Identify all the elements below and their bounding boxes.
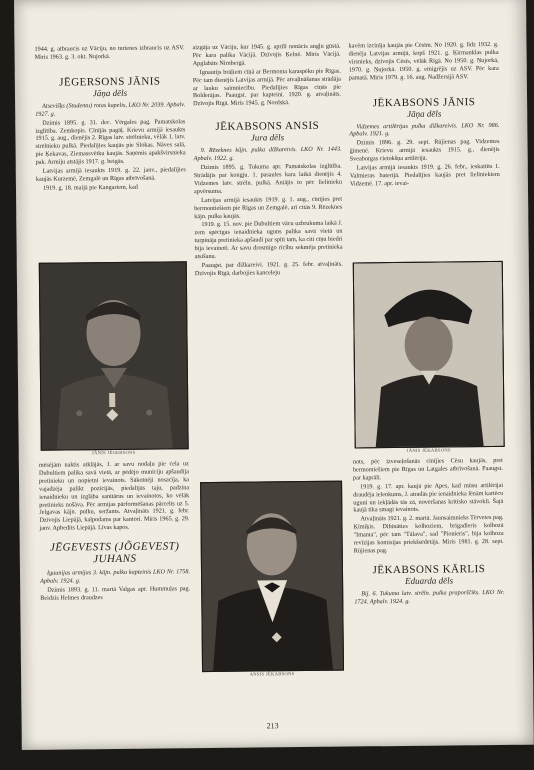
portrait-photo-jekabsons-janis bbox=[353, 261, 505, 449]
entry-name: JĒKABSONS JĀNIS bbox=[372, 95, 476, 109]
column-left bbox=[34, 44, 186, 193]
portrait-photo-jekabsons-ansis bbox=[200, 481, 344, 672]
entry-paragraph: Dzimis 1895. g. Tukuma apr. Pamatskolas izglītība. Strādājis par kongju. 1. pasaules kara laikā dienējis 4. Vidzemes latv. strēln. pulkā. Aniājis to pēc lielinieku apvērsuma. bbox=[193, 162, 342, 195]
entry-parent: Jura dēls bbox=[250, 132, 285, 143]
entry-award: Vidzemes artilērijas pulka dižkareivis. LKO Nr. 986. Apbalv. 1921. g. bbox=[349, 121, 500, 138]
entry-paragraph: Dzimis 1896. g. 29. sept. Rūjienas pag. Vidzemes ģimenē. Krievu armijā iesaukts 1915. g., dienējis Sveaborgas cietokšņa artilērijā. bbox=[349, 138, 500, 163]
entry-paragraph: Latvijas armijā iesaukts 1919. g. 26. febr., ieskaitīts 1. Valmieras baterijā. Piedalījies kaujās pret lieliniekiem Vidzemē. 17. apr. ievai- bbox=[349, 162, 500, 188]
entry-paragraph: 1919. g. 17. apr. kaujā pie Apes, kad mūsu artilērijai draudēja ielenkums, J. atradās pie ienaidnieka lēnām kartēcu uguni un iekļādās tās zā, novēršanas kritisko stāvokli. Šajā kaujā tika smagi ievainots. bbox=[353, 481, 504, 514]
column-right-continued bbox=[353, 457, 505, 607]
entry-parent: Jāņa dēls bbox=[407, 108, 442, 119]
portrait-photo-jegersons bbox=[39, 261, 189, 451]
entry-paragraph: Latvijas armijā iesaukts 1919. g. 1. aug., cīnījies pret bermontiešiem pie Rīgas un Zemgalē, arī citās 9. Rēzeknes kājn. pulka kaujās. bbox=[194, 195, 343, 220]
photo-caption: JĀNIS JĒGERSONS bbox=[91, 449, 136, 456]
entry-continuation: nots, pēc izveseļošanās cīnījies Cēsu kaujās, pret bermontiešiem pie Rīgas un Latgales atbrīvošanā. Paaugst. par kaprāli. bbox=[352, 456, 503, 482]
entry-paragraph: 1919. g. 15. nov. pie Dubultiem vācu uzbrukuma laikā J. zem spēcīgas ienaidnieka uguns palika savā vietā un turpināja pretinieka apšaudi par spīti tam, ka citi cīņu biedri bija ievainoti. Ar savu drosmīgo rīcību sekmēja pretinieka atsišanu. bbox=[194, 219, 343, 261]
entry-name: JĒKABSONS KĀRLIS bbox=[372, 562, 486, 577]
entry-name: JĒKABSONS ANSIS bbox=[215, 120, 320, 134]
photo-caption: JĀNIS JĒKABSONS bbox=[406, 447, 451, 453]
entry-paragraph: Paaugst. par dižkareivi. 1921. g. 25. febr. atvaļināts. Dzīvojis Rīgā, darbojies kanceleju bbox=[194, 260, 343, 277]
photo-caption: ANSIS JĒKABSONS bbox=[249, 671, 295, 677]
entry-paragraph: Atvaļināts 1921. g. 2. martā. Jaunsaimnieks Tērvetes pag. Ķīmiķis. Dibināties kolhoziem, brigadieris kolhozā "Imanta", pēc tam "Tālava", sad "Pionieris", bija kolhoza revīzijas komisijas priekšsēdētājs. Miris 1981. g. 28. sept. Rūjienas pag. bbox=[353, 514, 504, 555]
top-paragraph: Ignautijs brāļiem cīņā ar Bermonta karaspēku pie Rīgas. Pēc tam dienējis Latvijas armijā. Pēc atvaļināšanas strādāja ar lauku saimniecību. Piedalījies Rīgas cīņās pie Bolderājas. Paaugst. par kapteini. 1920. g. atvaļināts. Dzīvojis Rīgā. Miris 1945. g. Nordskā. bbox=[192, 67, 342, 108]
entry-name: JĒGEVESTS (JÕGEVEST) bbox=[49, 540, 180, 554]
entry-award: Bij. 6. Tukuma latv. strēln. pulka praporščiks. LKO Nr. 1724. Apbalv. 1924. g. bbox=[354, 588, 505, 606]
column-right bbox=[348, 41, 500, 189]
document-page bbox=[14, 0, 534, 750]
entry-paragraph: Dzimis 1895. g. 31. dec. Vērgales pag. Pamatskolas izglītība. Zemkopis. Cīnījās pagāļ. Krievu armijā iesaukts 1915. g. aug., dienējis 2. Rīgas latv. strēlnieku, vēlāk 1. latv. strēlnieku pulkā. Piedalījies kaujās pie Slokas. Nāves salā, pie Ķekavas, Ziemassvētku kaujās. Saņēmis apakšvirsnieka pak. Armiju atstājis 1917. g. beigās. bbox=[35, 117, 186, 166]
top-fragment: aizgāja uz Vāciju, kur 1945. g. aprīlī nonācis angļu gūstā. Pēc kara palika Vācijā. Dzīvojis Ķelnē. Miris Vācijā. Apglabāts Nirnbergā. bbox=[192, 42, 341, 67]
entry-parent: Eduarda dēls bbox=[405, 575, 454, 586]
entry-paragraph: Latvijas armijā iesaukts 1919. g. 22. janv., piedalījies kaujās Kurzemē, Zemgalē un Rīgas atbrīvošanā. bbox=[35, 166, 186, 183]
page-number: 213 bbox=[266, 721, 279, 731]
entry-award: Igaunijas armijas 3. kājn. pulka kapteinis LKO Nr. 1758. Apbalv. 1924. g. bbox=[40, 568, 191, 585]
entry-award: 9. Rēzeknes kājn. pulka dižkareivis. LKO Nr. 1443. Apbalv. 1922. g. bbox=[193, 145, 342, 163]
entry-parent: Jāņa dēls bbox=[92, 87, 128, 98]
entry-paragraph: 1919. g. 18. maijā pie Kangariem, kad bbox=[42, 183, 138, 192]
top-fragment: kavēm izcīnīja kaujās pie Cēsīm. No 1920. g. līdz 1932. g. dienēja Latvijas armijā, kopš 1921. g. Ķirmanklas pulka virsnieks, dzīvojis Cēsīs, vēlāk Rīgā. No 1950. g. Ņujorkā, 1970. g. Ņujorkā. 1950. g. emigrējis uz ASV. Pēc kara pamatā. Miris 1979. g. 16. aug. Nadžersijā ASV. bbox=[348, 40, 499, 82]
entry-name: JĒGERSONS JĀNIS bbox=[59, 75, 161, 89]
entry-name-second-line: JUHANS bbox=[93, 552, 137, 566]
entry-continuation: mēsējām naktis atklājās, J. ar savu nodaļu pie cela uz Dubultiem palika savā vietā, ar pēdējo munīciju apšaudīja pretinieku un nopietni ievainots. Sākotnēji nosacīja, ka vajadzēja palikt pozīcijās, piedalījās taju, padzina ienaidnieku un izglāba sanitārus un ievainotos, ko vēlāk pretinieks nošāva. Pēc armijas pārformēšanas pārcelts uz 5. Jelgavas kājn. pulku, seržants. Atvaļināts 1921. g. febr. Dzīvojis Liepājā, kalpodams par kantori. Miris 1965. g. 29. janv. Apbedīts Liepājā. Līvas kapos. bbox=[38, 460, 190, 533]
column-left-continued bbox=[39, 460, 190, 603]
entry-award: Atsevišķs (Studentu) rotas kapelis, LKO Nr. 2039. Apbalv. 1927. g. bbox=[35, 101, 186, 118]
entry-paragraph: Dzimis 1893. g. 11. martā Valgas apr. Hummuļas pag. Beidzis Helmes draudzes bbox=[40, 585, 191, 602]
top-fragment: 1944. g. atbraucis uz Vāciju, no turienes izbraucis uz ASV. Miris 1963. g. 3. okt. Nujorkā. bbox=[34, 44, 185, 61]
column-middle bbox=[192, 43, 342, 279]
